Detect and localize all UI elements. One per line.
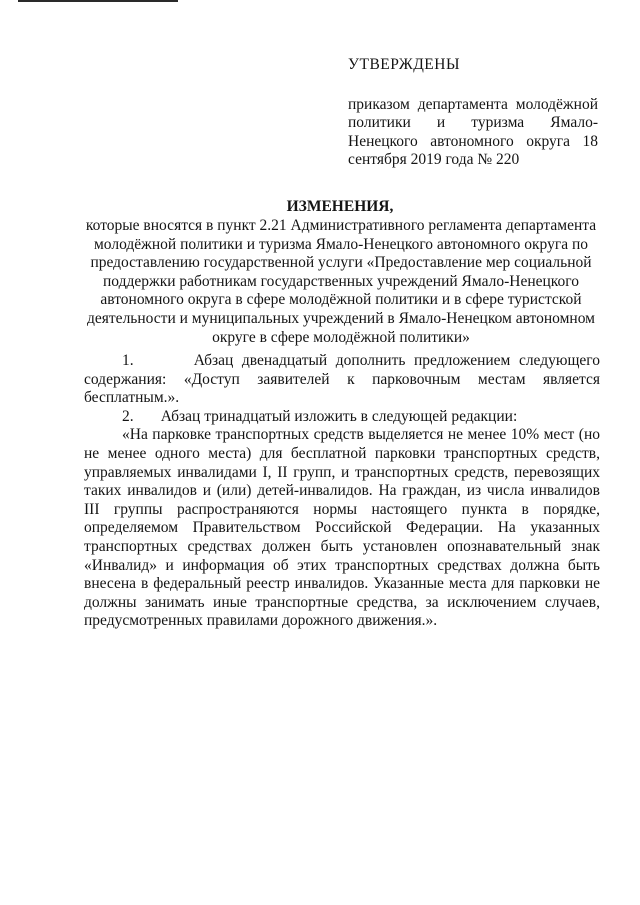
approval-order-reference: приказом департамента молодёжной политики и туризма Ямало-Ненецкого автономного округа 18 сентября 2019 года № 220 xyxy=(348,95,598,168)
quoted-paragraph: «На парковке транспортных средств выделяется не менее 10% мест (но не менее одного места) для бесплатной парковки транспортных средств, управляемых инвалидами I, II групп, и транспортных средств, перевозящих таких инвалидов и (или) детей-инвалидов. На граждан, из числа инвалидов III группы распространяются нормы настоящего пункта в порядке, определяемом Правительством Российской Федерации. На указанных транспортных средствах должен быть установлен опознавательный знак «Инвалид» и информация об этих транспортных средствах должна быть внесена в федеральный реестр инвалидов. Указанные места для парковки не должны занимать иные транспортные средства, за исключением случаев, предусмотренных правилами дорожного движения.». xyxy=(84,426,600,630)
item-text: Абзац тринадцатый изложить в следующей редакции: xyxy=(160,407,518,425)
scan-edge-mark xyxy=(18,0,178,2)
item-number: 1. xyxy=(122,352,134,369)
item-text: Абзац двенадцатый дополнить предложением следующего содержания: «Доступ заявителей к парковочным местам является бесплатным.». xyxy=(84,352,600,407)
document-subtitle: которые вносятся в пункт 2.21 Административного регламента департамента молодёжной политики и туризма Ямало-Ненецкого автономного округа по предоставлению государственной услуги «Предоставление мер социальной поддержки работникам государственных учреждений Ямало-Ненецкого автономного округа в сфере молодёжной политики и в сфере туристской деятельности и муниципальных учреждений в Ямало-Ненецком автономном округе в сфере молодёжной политики» xyxy=(85,217,597,346)
approval-block xyxy=(348,56,598,170)
document-title: ИЗМЕНЕНИЯ, xyxy=(286,198,394,215)
list-item xyxy=(84,408,600,427)
item-number: 2. xyxy=(122,407,134,425)
document-body xyxy=(84,352,600,631)
list-item xyxy=(84,352,600,408)
approval-heading: УТВЕРЖДЕНЫ xyxy=(348,56,460,73)
